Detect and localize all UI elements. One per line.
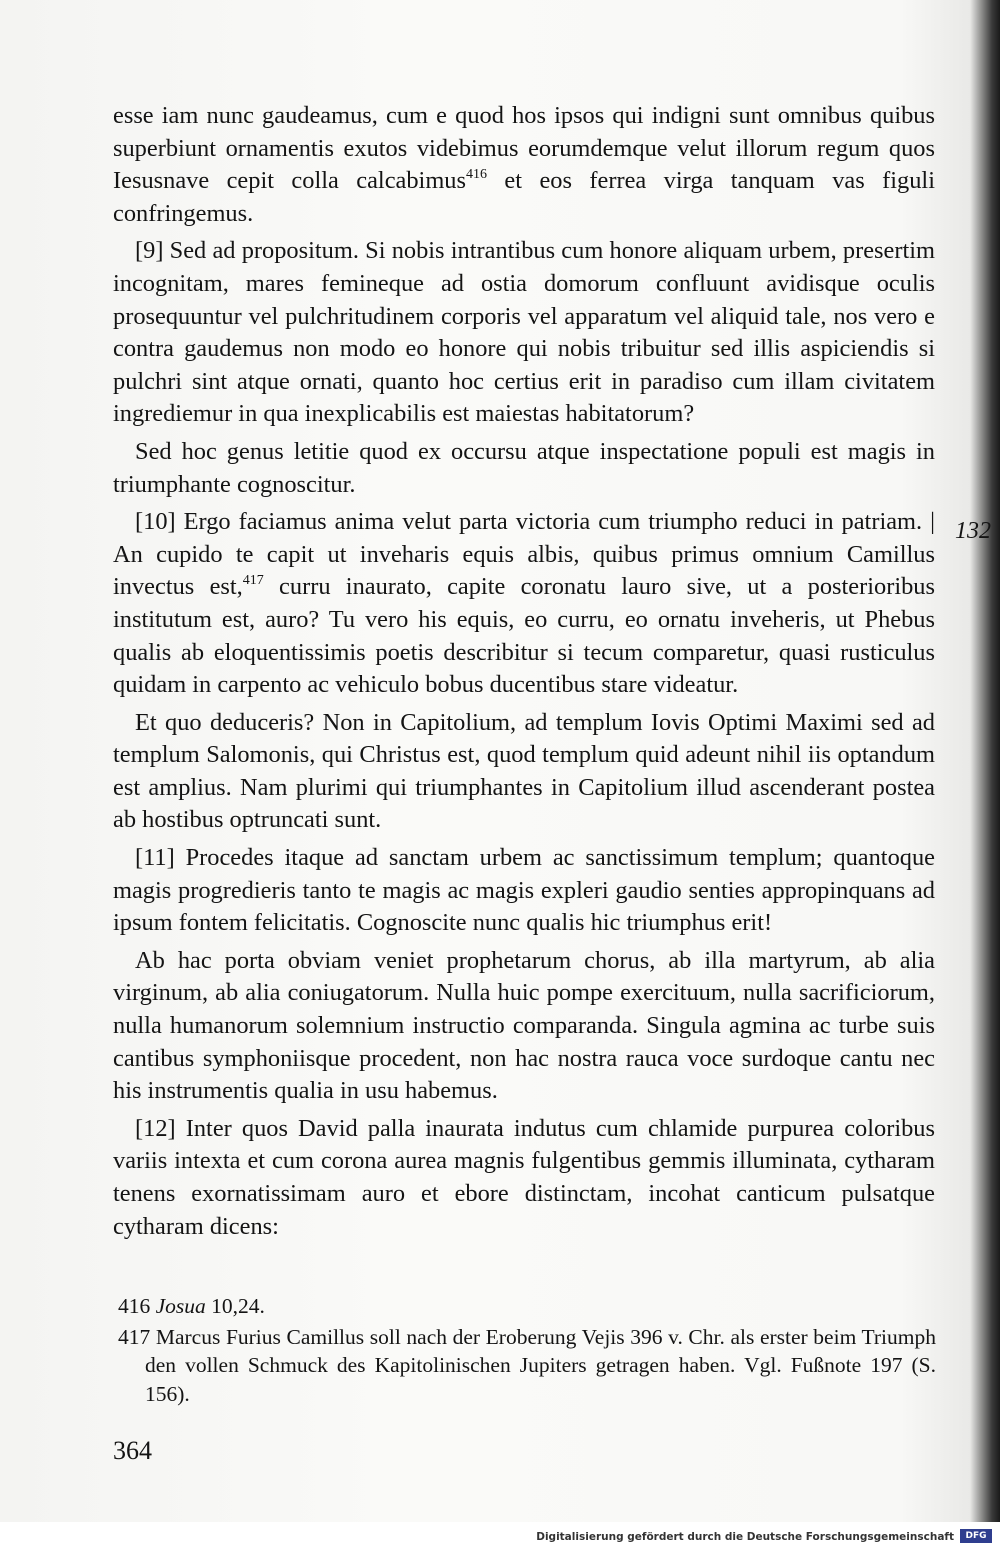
footnotes: [118, 1292, 936, 1410]
paragraph-section-11: [11] Procedes itaque ad sanctam urbem ac sanctissimum templum; quantoque magis progredieris tanto te magis ac magis expleri gaudio senties appropinquans ad ipsum fontem felicitatis. Cognoscite nunc qualis hic triumphus erit!: [113, 844, 935, 937]
paragraph-text: [10] Ergo faciamus anima velut parta victoria cum triumpho reduci in patriam. | An cupido te capit ut inveharis equis albis, quibus primus omnium Camillus invectus est,: [113, 508, 935, 601]
footnote-ref-416[interactable]: 416: [465, 167, 487, 183]
digitization-credit: Digitalisierung gefördert durch die Deutsche Forschungsgemeinschaft: [536, 1531, 954, 1543]
paragraph-text: esse iam nunc gaudeamus, cum e quod hos ipsos qui indigni sunt omnibus quibus superbiunt ornamentis exutos videbimus eorumdemque velut illorum regum quos Iesusnave cepit colla calcabimus: [113, 102, 935, 195]
footnote-416: [118, 1292, 936, 1321]
paragraph-continuation: [113, 100, 935, 230]
footnote-number: 416: [118, 1294, 151, 1318]
paragraph: Et quo deduceris? Non in Capitolium, ad templum Iovis Optimi Maximi sed ad templum Salomonis, qui Christus est, quod templum quid adeunt nihil iis optandum est amplius. Nam plurimi qui triumphantes in Capitolium illud ascenderant postea ab hostibus optruncati sunt.: [113, 708, 935, 834]
footnote-reference: 10,24.: [205, 1294, 265, 1318]
footnote-work-title: Josua: [155, 1294, 206, 1318]
footnote-ref-417[interactable]: 417: [242, 573, 264, 589]
paragraph: Sed hoc genus letitie quod ex occursu atque inspectatione populi est magis in triumphante cognoscitur.: [113, 437, 935, 498]
margin-page-reference: 132: [955, 518, 991, 544]
paragraph-section-12: [12] Inter quos David palla inaurata indutus cum chlamide purpurea coloribus variis intexta et cum corona aurea magnis fulgentibus gemmis illuminata, cytharam tenens exornatissimam auro et ebore distinctam, incohat canticum pulsatque cytharam dicens:: [113, 1114, 935, 1240]
paragraph-section-9: [9] Sed ad propositum. Si nobis intrantibus cum honore aliquam urbem, presertim incognitam, mares femineque ad ostia domorum confluunt avidisque oculis prosequuntur vel pulchritudinem corporis vel apparatum vel aliquid tale, nos vero e contra gaudemus non modo eo honore qui nobis tribuitur sed illis aspiciendis si pulchri sint atque ornati, quanto hoc certius erit in paradiso cum illam civitatem ingrediemur in qua inexplicabilis est maiestas habitatorum?: [113, 237, 935, 428]
dfg-logo-icon[interactable]: DFG: [960, 1529, 992, 1543]
main-text: [113, 100, 935, 1248]
paragraph-section-10: [113, 506, 935, 702]
paragraph-text: et eos ferrea virga tanquam vas figuli confringemus.: [113, 167, 935, 227]
paragraph: Ab hac porta obviam veniet prophetarum chorus, ab illa martyrum, ab alia virginum, ab alia coniugatorum. Nulla huic pompe exercituum, nulla sacrificiorum, nulla humanorum solemnium instructio comparanda. Singula agmina ac turbe suis cantibus symphoniisque procedent, non hac nostra rauca voce surdoque cantu nec his instrumentis qualia in usu habemus.: [113, 946, 935, 1105]
footnote-417: 417 Marcus Furius Camillus soll nach der Eroberung Vejis 396 v. Chr. als erster beim Triumph den vollen Schmuck des Kapitolinischen Jupiters getragen haben. Vgl. Fußnote 197 (S. 156).: [118, 1324, 936, 1406]
page-number: 364: [113, 1436, 152, 1465]
paragraph-text: curru inaurato, capite coronatu lauro sive, ut a posterioribus institutum est, auro? Tu vero his equis, eo curru, eo ornatu inveheris, ut Phebus qualis ab eloquentissimis poetis describitur si tecum comparetur, quasi rusticulus quidam in carpento ac vehiculo bobus ducentibus stare videatur.: [113, 573, 935, 699]
